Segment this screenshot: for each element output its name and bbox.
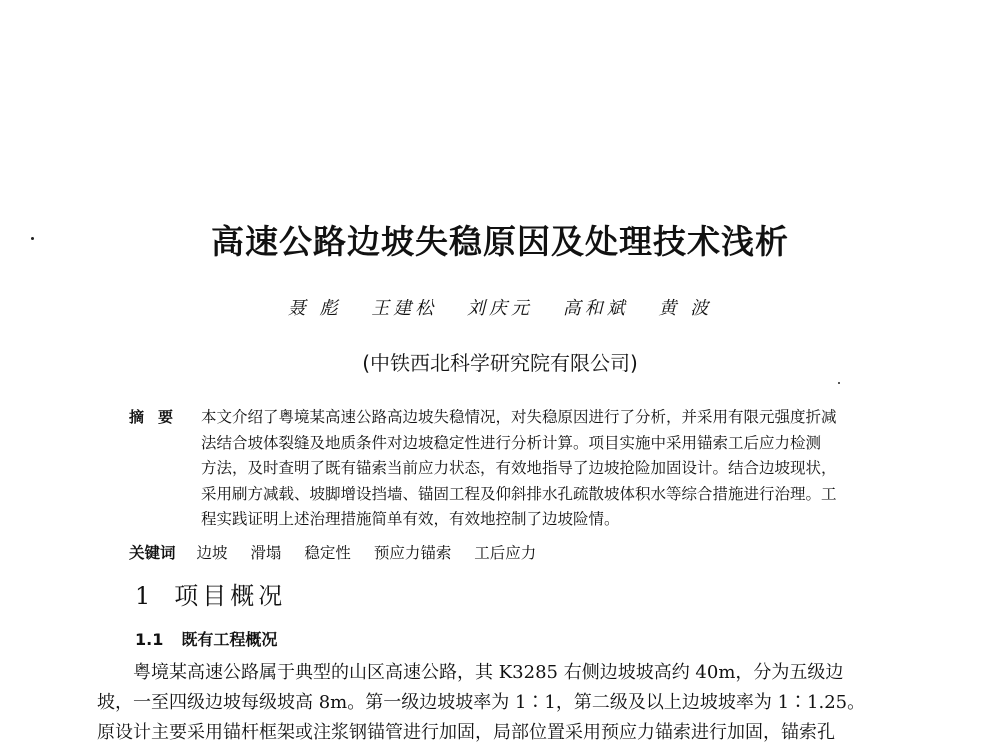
scan-speck: [838, 382, 840, 384]
author-name: 黄 波: [658, 298, 713, 319]
keywords-label: 关键词: [129, 544, 176, 562]
author-name: 刘庆元: [467, 298, 533, 319]
affiliation: (中铁西北科学研究院有限公司): [362, 351, 638, 375]
section-title: 项目概况: [174, 582, 287, 610]
abstract-line: 采用刷方减载、坡脚增设挡墙、锚固工程及仰斜排水孔疏散坡体积水等综合措施进行治理。工: [201, 484, 837, 503]
abstract-line: 程实践证明上述治理措施简单有效，有效地控制了边坡险情。: [201, 510, 620, 528]
keyword: 边坡: [196, 544, 228, 562]
abstract-label: 摘要: [129, 408, 188, 426]
abstract-body: [201, 405, 903, 533]
paper-title: 高速公路边坡失稳原因及处理技术浅析: [211, 222, 789, 261]
abstract-line: 方法，及时查明了既有锚索当前应力状态，有效地指导了边坡抢险加固设计。结合边坡现状，: [201, 459, 837, 477]
body-paragraph: [97, 658, 917, 748]
subsection-title: 既有工程概况: [181, 630, 278, 649]
author-name: 高和斌: [562, 298, 629, 319]
body-line: 原设计主要采用锚杆框架或注浆钢锚管进行加固，局部位置采用预应力锚索进行加固，锚索孔: [97, 722, 835, 743]
keywords: [129, 541, 554, 565]
keyword: 稳定性: [304, 544, 351, 562]
keyword: 工后应力: [474, 544, 537, 562]
abstract-line: 本文介绍了粤境某高速公路高边坡失稳情况，对失稳原因进行了分析，并采用有限元强度折减: [201, 408, 837, 426]
section-number: 1: [135, 582, 151, 610]
author-name: 王建松: [371, 298, 438, 319]
keyword: 滑塌: [250, 544, 282, 562]
subsection-heading: [135, 628, 277, 652]
body-line: 粤境某高速公路属于典型的山区高速公路，其 K3285 右侧边坡坡高约 40m，分为五级边: [133, 662, 844, 683]
subsection-number: 1.1: [135, 630, 164, 649]
section-heading: [135, 580, 286, 612]
keyword: 预应力锚索: [373, 544, 452, 562]
author-name: 聂 彪: [287, 298, 342, 319]
author-list: [0, 296, 1000, 322]
body-line: 坡，一至四级边坡每级坡高 8m。第一级边坡坡率为 1∶1，第二级及以上边坡坡率为 1∶1.25。: [97, 692, 866, 713]
abstract-line: 法结合坡体裂缝及地质条件对边坡稳定性进行分析计算。项目实施中采用锚索工后应力检测: [201, 433, 822, 452]
